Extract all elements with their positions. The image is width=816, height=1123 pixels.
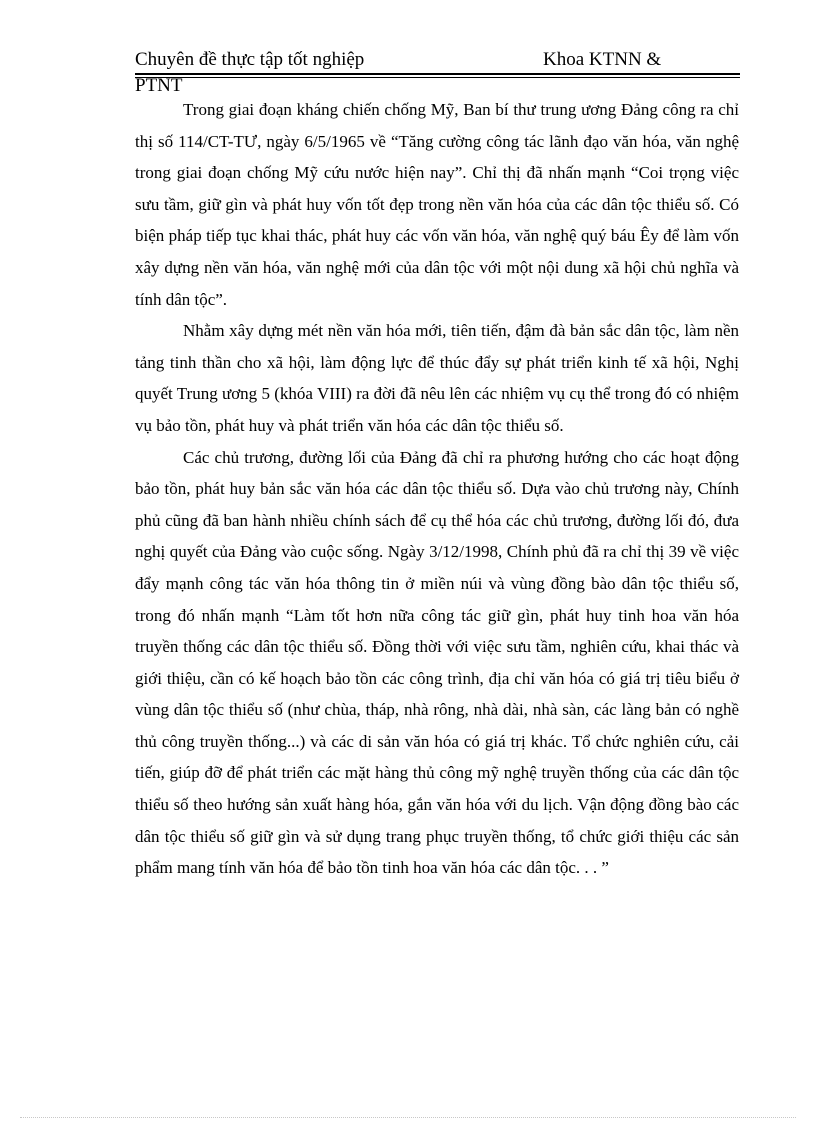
header-department: Khoa KTNN & [543, 49, 662, 70]
header-title: Chuyên đề thực tập tốt nghiệp [135, 49, 365, 70]
paragraph: Nhằm xây dựng mét nền văn hóa mới, tiên tiến, đậm đà bản sắc dân tộc, làm nền tảng tinh thần cho xã hội, làm động lực để thúc đẩy sự phát triển kinh tế xã hội, Nghị quyết Trung ương 5 (khóa VIII) ra đời đã nêu lên các nhiệm vụ cụ thể trong đó có nhiệm vụ bảo tồn, phát huy và phát triển văn hóa các dân tộc thiểu số. [135, 321, 739, 435]
paragraph: Trong giai đoạn kháng chiến chống Mỹ, Ban bí thư trung ương Đảng công ra chỉ thị số 114/CT-TƯ, ngày 6/5/1965 về “Tăng cường công tác lãnh đạo văn hóa, văn nghệ trong giai đoạn chống Mỹ cứu nước hiện nay”. Chỉ thị đã nhấn mạnh “Coi trọng việc sưu tầm, giữ gìn và phát huy vốn tốt đẹp trong nền văn hóa của các dân tộc thiểu số. Có biện pháp tiếp tục khai thác, phát huy các vốn văn hóa, văn nghệ quý báu Êy để làm vốn xây dựng nền văn hóa, văn nghệ mới của dân tộc với một nội dung xã hội chủ nghĩa và tính dân tộc”. [135, 100, 739, 309]
header-department-wrap: PTNT [135, 75, 183, 96]
header-rule-thick [135, 73, 740, 75]
body-text [135, 94, 739, 884]
page-bottom-border [20, 1117, 796, 1118]
header-rule-thin [135, 77, 740, 78]
paragraph: Các chủ trương, đường lối của Đảng đã chỉ ra phương hướng cho các hoạt động bảo tồn, phát huy bản sắc văn hóa các dân tộc thiểu số. Dựa vào chủ trương này, Chính phủ cũng đã ban hành nhiều chính sách để cụ thể hóa các chủ trương, đường lối đó, đưa nghị quyết của Đảng vào cuộc sống. Ngày 3/12/1998, Chính phủ đã ra chỉ thị 39 về việc đẩy mạnh công tác văn hóa thông tin ở miền núi và vùng đồng bào dân tộc thiểu số, trong đó nhấn mạnh “Làm tốt hơn nữa công tác giữ gìn, phát huy tinh hoa văn hóa truyền thống các dân tộc thiểu số. Đồng thời với việc sưu tầm, nghiên cứu, khai thác và giới thiệu, cần có kế hoạch bảo tồn các công trình, địa chỉ văn hóa có giá trị tiêu biểu ở vùng dân tộc thiểu số (như chùa, tháp, nhà rông, nhà dài, nhà sàn, các làng bản có nghề thủ công truyền thống...) và các di sản văn hóa có giá trị khác. Tổ chức nghiên cứu, cải tiến, giúp đỡ để phát triển các mặt hàng thủ công mỹ nghệ truyền thống của các dân tộc thiểu số theo hướng sản xuất hàng hóa, gắn văn hóa với du lịch. Vận động đồng bào các dân tộc thiểu số giữ gìn và sử dụng trang phục truyền thống, tổ chức giới thiệu các sản phẩm mang tính văn hóa để bảo tồn tinh hoa văn hóa các dân tộc. . . ” [135, 447, 739, 878]
page-header [135, 50, 740, 80]
